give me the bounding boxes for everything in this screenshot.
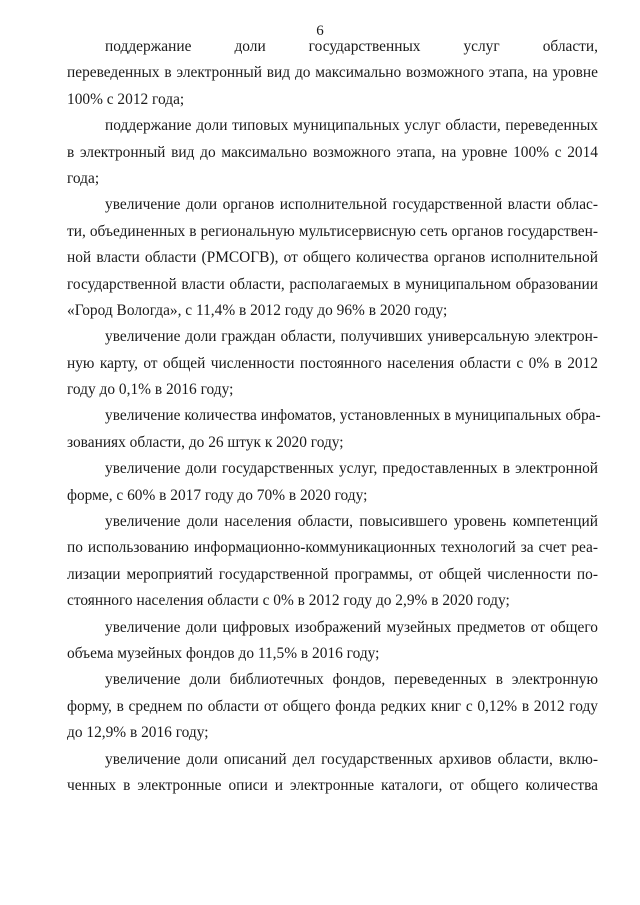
text-line: ти, объединенных в региональную мультисервисную сеть органов государствен- xyxy=(67,222,598,240)
document-body xyxy=(67,34,601,799)
paragraph xyxy=(67,113,598,192)
text-line: «Город Вологда», с 11,4% в 2012 году до 96% в 2020 году; xyxy=(67,301,448,319)
text-line: форме, с 60% в 2017 году до 70% в 2020 году; xyxy=(67,486,368,504)
text-line: объема музейных фондов до 11,5% в 2016 году; xyxy=(67,644,380,662)
text-line: увеличение доли цифровых изображений музейных предметов от общего xyxy=(105,618,598,636)
text-line: поддержание доли типовых муниципальных услуг области, переведенных xyxy=(105,117,598,135)
paragraph xyxy=(67,667,598,746)
text-line: ную карту, от общей численности постоянного населения области с 0% в 2012 xyxy=(67,354,598,372)
text-line: увеличение доли органов исполнительной государственной власти облас- xyxy=(105,196,598,214)
text-line: ной власти области (РМСОГВ), от общего количества органов исполнительной xyxy=(67,249,598,267)
text-line: году до 0,1% в 2016 году; xyxy=(67,381,234,399)
text-line: 100% с 2012 года; xyxy=(67,90,185,108)
text-line: поддержание доли государственных услуг области, xyxy=(105,38,598,55)
paragraph xyxy=(67,456,598,509)
text-line: увеличение доли описаний дел государственных архивов области, вклю- xyxy=(105,750,598,768)
paragraph xyxy=(67,192,598,324)
paragraph xyxy=(67,34,598,113)
page-number: 6 xyxy=(316,23,324,39)
text-line: увеличение количества инфоматов, установленных в муниципальных обра- xyxy=(105,407,601,425)
text-line: увеличение доли библиотечных фондов, переведенных в электронную xyxy=(105,671,598,689)
text-line: зованиях области, до 26 штук к 2020 году; xyxy=(67,433,344,451)
text-line: государственной власти области, располагаемых в муниципальном образовании xyxy=(67,275,598,293)
text-line: переведенных в электронный вид до максимально возможного этапа, на уровне xyxy=(67,64,598,82)
text-line: форму, в среднем по области от общего фонда редких книг с 0,12% в 2012 году xyxy=(67,697,598,715)
paragraph xyxy=(67,509,598,615)
text-line: до 12,9% в 2016 году; xyxy=(67,724,209,742)
paragraph xyxy=(67,403,601,456)
text-line: увеличение доли государственных услуг, предоставленных в электронной xyxy=(105,460,598,478)
paragraph xyxy=(67,747,598,800)
text-line: года; xyxy=(67,169,100,187)
text-line: увеличение доли граждан области, получивших универсальную электрон- xyxy=(105,328,598,346)
text-line: лизации мероприятий государственной программы, от общей численности по- xyxy=(67,565,598,583)
text-line: стоянного населения области с 0% в 2012 году до 2,9% в 2020 году; xyxy=(67,592,510,610)
text-line: ченных в электронные описи и электронные каталоги, от общего количества xyxy=(67,776,598,794)
text-line: в электронный вид до максимально возможного этапа, на уровне 100% с 2014 xyxy=(67,143,598,161)
text-line: увеличение доли населения области, повысившего уровень компетенций xyxy=(105,513,598,531)
text-line: по использованию информационно-коммуникационных технологий за счет реа- xyxy=(67,539,598,557)
paragraph xyxy=(67,324,598,403)
paragraph xyxy=(67,615,598,668)
